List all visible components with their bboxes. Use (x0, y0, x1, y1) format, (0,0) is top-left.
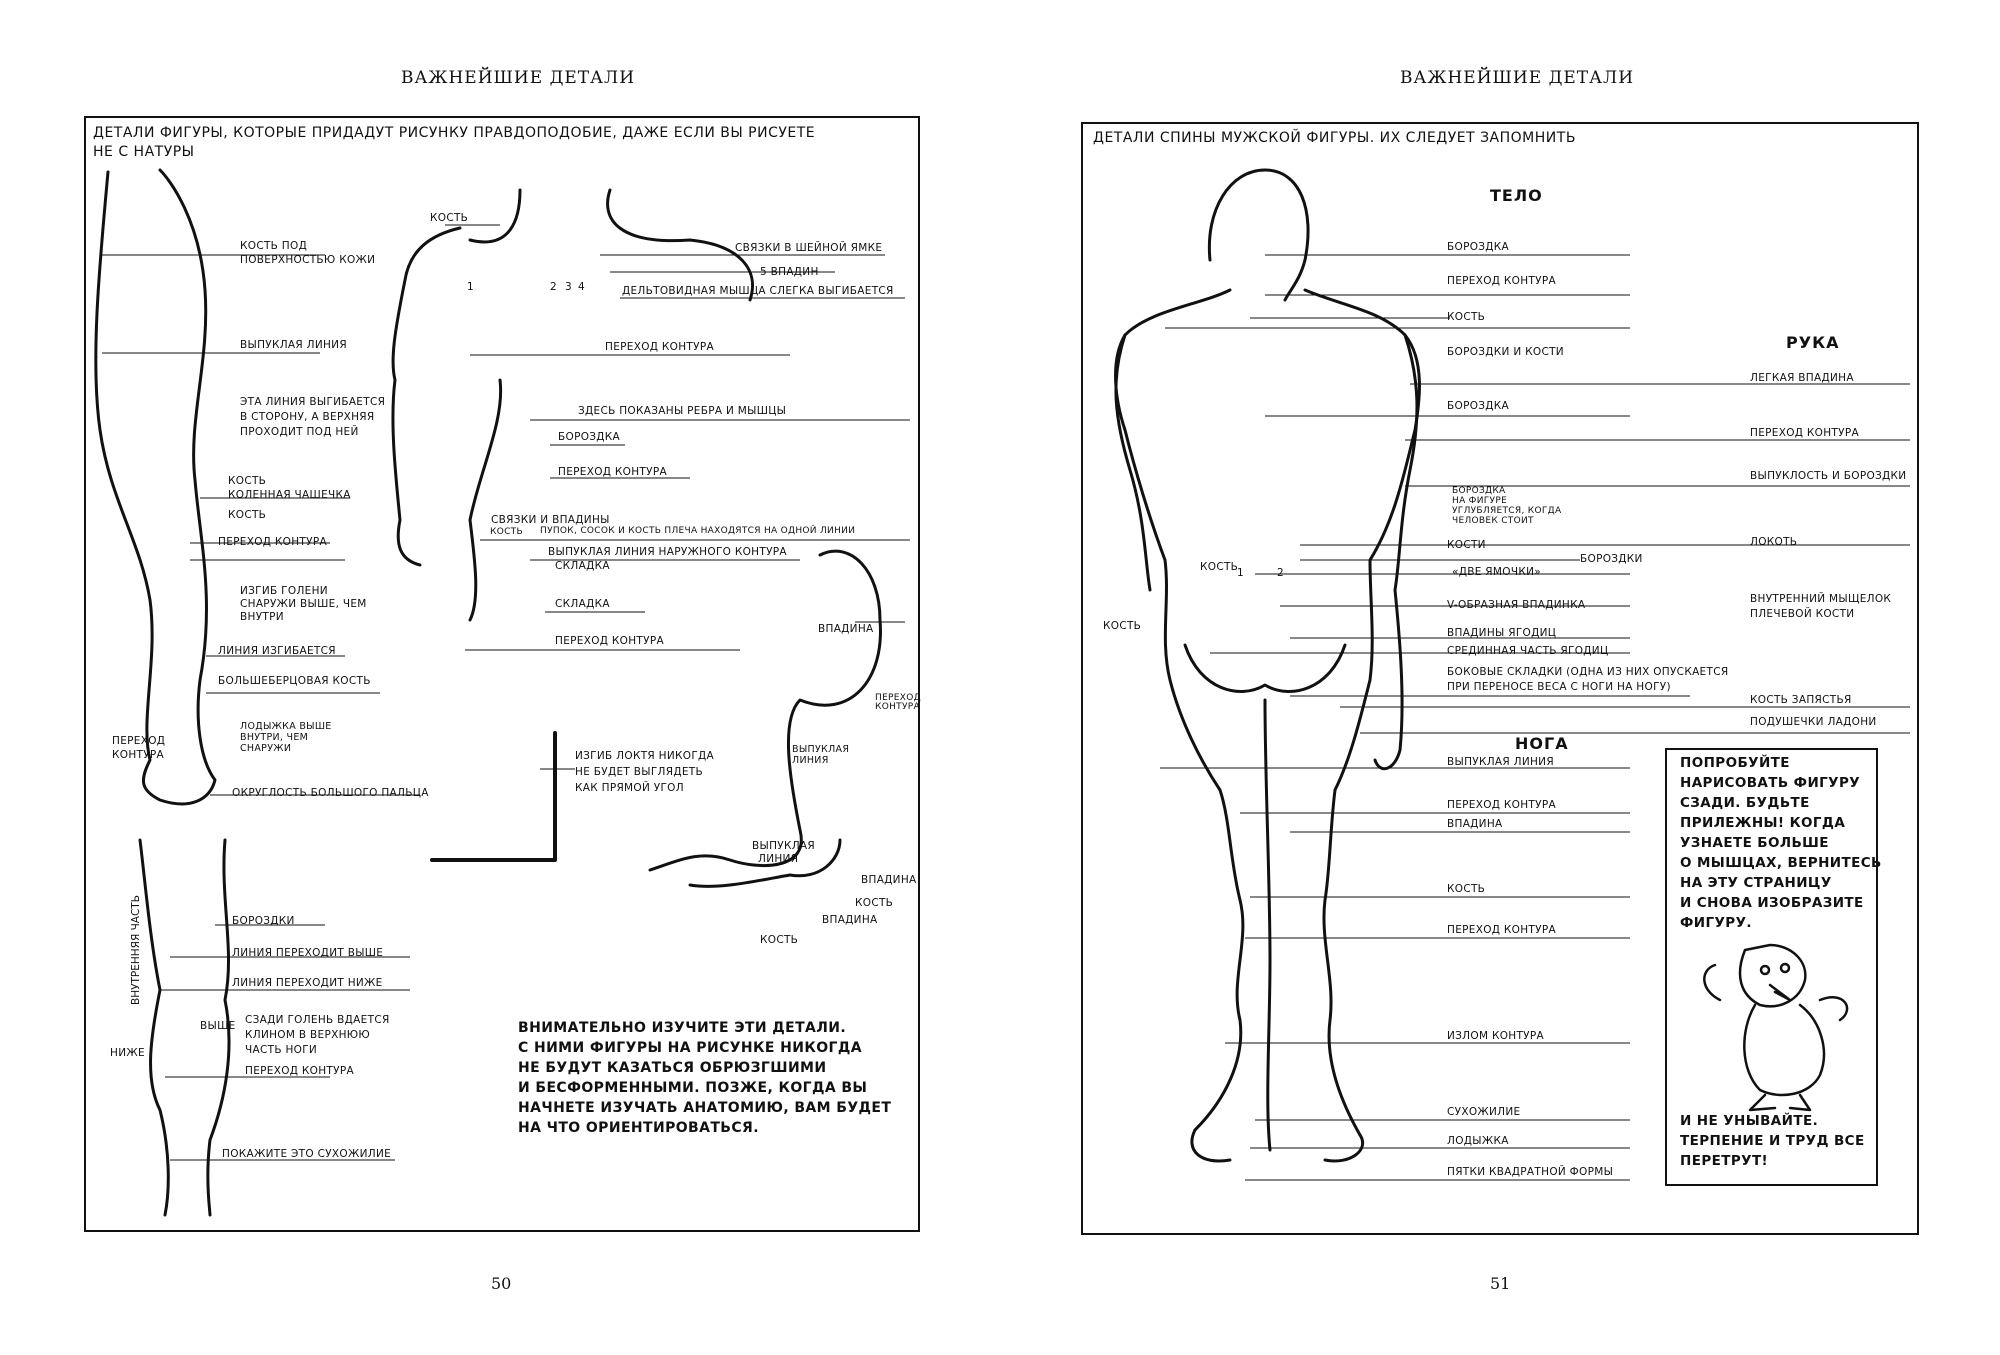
back-label-bone-sacrum: КОСТЬ (1200, 561, 1239, 573)
label-shin-bend-2: СНАРУЖИ ВЫШЕ, ЧЕМ (240, 598, 367, 610)
back-label-groove-4: НА ФИГУРЕ (1452, 496, 1508, 506)
note-line-7: НА ЭТУ СТРАНИЦУ (1680, 875, 1832, 891)
label-elbow-bone-1: КОСТЬ (855, 897, 894, 909)
note-line-8: И СНОВА ИЗОБРАЗИТЕ (1680, 895, 1864, 911)
label-arm-convex-1: ВЫПУКЛАЯ (792, 744, 850, 755)
arm-label-palm-pads: ПОДУШЕЧКИ ЛАДОНИ (1750, 716, 1877, 728)
section-leg-heading: НОГА (1515, 734, 1569, 753)
note-bottom-1: И НЕ УНЫВАЙТЕ. (1680, 1113, 1819, 1129)
back-label-num-1: 1 (1237, 567, 1244, 579)
label-torso-groove: БОРОЗДКА (558, 431, 621, 443)
back-label-buttock-hollows: ВПАДИНЫ ЯГОДИЦ (1447, 627, 1557, 639)
label-num-2: 2 (550, 281, 557, 293)
arm-label-condyle-1: ВНУТРЕННИЙ МЫЩЕЛОК (1750, 593, 1892, 605)
label-line-higher: ЛИНИЯ ПЕРЕХОДИТ ВЫШЕ (232, 947, 384, 959)
note-line-3: СЗАДИ. БУДЬТЕ (1680, 795, 1810, 811)
label-inner-part: ВНУТРЕННЯЯ ЧАСТЬ (130, 895, 142, 1005)
arm-label-contour: ПЕРЕХОД КОНТУРА (1750, 427, 1859, 439)
leg-label-tendon: СУХОЖИЛИЕ (1447, 1106, 1521, 1118)
left-caption-1: ДЕТАЛИ ФИГУРЫ, КОТОРЫЕ ПРИДАДУТ РИСУНКУ ПРАВДОПОДОБИЕ, ДАЖЕ ЕСЛИ ВЫ РИСУЕТЕ (93, 125, 816, 141)
arm-label-condyle-2: ПЛЕЧЕВОЙ КОСТИ (1750, 608, 1855, 620)
label-line-bends: ЛИНИЯ ИЗГИБАЕТСЯ (218, 645, 336, 657)
label-shin-bend-3: ВНУТРИ (240, 611, 284, 623)
label-elbow-convex-1: ВЫПУКЛАЯ (752, 840, 815, 852)
back-label-groove-5: УГЛУБЛЯЕТСЯ, КОГДА (1452, 506, 1562, 516)
back-label-buttock-middle: СРЕДИННАЯ ЧАСТЬ ЯГОДИЦ (1447, 645, 1609, 657)
label-five-hollows: 5 ВПАДИН (760, 266, 819, 278)
label-bone-under-skin-2: ПОВЕРХНОСТЬЮ КОЖИ (240, 254, 376, 266)
label-show-tendon: ПОКАЖИТЕ ЭТО СУХОЖИЛИЕ (222, 1148, 392, 1160)
back-label-side-folds-1: БОКОВЫЕ СКЛАДКИ (ОДНА ИЗ НИХ ОПУСКАЕТСЯ (1447, 666, 1729, 678)
right-page-header: ВАЖНЕЙШИЕ ДЕТАЛИ (1400, 68, 1635, 88)
label-arm-hollow-1: ВПАДИНА (818, 623, 874, 635)
note-line-6: О МЫШЦАХ, ВЕРНИТЕСЬ (1680, 855, 1882, 871)
label-ankle-2: ВНУТРИ, ЧЕМ (240, 732, 309, 743)
label-num-3: 3 (565, 281, 572, 293)
leg-label-ankle: ЛОДЫЖКА (1447, 1135, 1509, 1147)
back-label-num-2: 2 (1277, 567, 1284, 579)
back-label-groove-1: БОРОЗДКА (1447, 241, 1510, 253)
label-torso-bone-2: КОСТЬ (490, 527, 523, 537)
section-arm-heading: РУКА (1786, 333, 1840, 352)
paragraph-line-2: С НИМИ ФИГУРЫ НА РИСУНКЕ НИКОГДА (518, 1040, 862, 1056)
label-tibia: БОЛЬШЕБЕРЦОВАЯ КОСТЬ (218, 675, 371, 687)
label-lower: НИЖЕ (110, 1047, 145, 1059)
label-calf-wedge-3: ЧАСТЬ НОГИ (245, 1044, 318, 1056)
label-calf-wedge-2: КЛИНОМ В ВЕРХНЮЮ (245, 1029, 371, 1041)
back-label-v-hollow: V-ОБРАЗНАЯ ВПАДИНКА (1447, 599, 1586, 611)
label-deltoid: ДЕЛЬТОВИДНАЯ МЫШЦА СЛЕГКА ВЫГИБАЕТСЯ (622, 285, 894, 297)
left-page-header: ВАЖНЕЙШИЕ ДЕТАЛИ (401, 68, 636, 88)
note-line-4: ПРИЛЕЖНЫ! КОГДА (1680, 815, 1846, 831)
label-big-toe: ОКРУГЛОСТЬ БОЛЬШОГО ПАЛЬЦА (232, 787, 429, 799)
label-ankle-3: СНАРУЖИ (240, 743, 292, 754)
label-lower-leg-contour: ПЕРЕХОД КОНТУРА (245, 1065, 354, 1077)
label-bone-under-skin-1: КОСТЬ ПОД (240, 240, 308, 252)
back-label-groove-2: БОРОЗДКА (1447, 400, 1510, 412)
back-label-contour-1: ПЕРЕХОД КОНТУРА (1447, 275, 1556, 287)
leg-label-convex: ВЫПУКЛАЯ ЛИНИЯ (1447, 756, 1554, 768)
label-ankle-1: ЛОДЫЖКА ВЫШЕ (240, 721, 332, 732)
label-ribs-muscles: ЗДЕСЬ ПОКАЗАНЫ РЕБРА И МЫШЦЫ (578, 405, 787, 417)
note-line-9: ФИГУРУ. (1680, 915, 1752, 931)
leg-label-square-heels: ПЯТКИ КВАДРАТНОЙ ФОРМЫ (1447, 1166, 1614, 1178)
label-elbow-note-2: НЕ БУДЕТ ВЫГЛЯДЕТЬ (575, 766, 703, 778)
label-elbow-hollow-2: ВПАДИНА (822, 914, 878, 926)
label-arm-convex-2: ЛИНИЯ (792, 755, 829, 766)
label-navel-nipple: ПУПОК, СОСОК И КОСТЬ ПЛЕЧА НАХОДЯТСЯ НА ОДНОЙ ЛИНИИ (540, 526, 856, 536)
back-label-grooves: БОРОЗДКИ (1580, 553, 1643, 565)
label-grooves: БОРОЗДКИ (232, 915, 295, 927)
back-label-groove-3: БОРОЗДКА (1452, 486, 1506, 496)
label-convex-outer: ВЫПУКЛАЯ ЛИНИЯ НАРУЖНОГО КОНТУРА (548, 546, 787, 558)
label-convex-line: ВЫПУКЛАЯ ЛИНИЯ (240, 339, 347, 351)
label-higher: ВЫШЕ (200, 1020, 236, 1032)
label-elbow-bone-2: КОСТЬ (760, 934, 799, 946)
label-ligaments-hollows: СВЯЗКИ И ВПАДИНЫ (491, 514, 610, 526)
label-elbow-hollow-1: ВПАДИНА (861, 874, 917, 886)
label-arm-transition-2: КОНТУРА (875, 702, 920, 712)
right-caption: ДЕТАЛИ СПИНЫ МУЖСКОЙ ФИГУРЫ. ИХ СЛЕДУЕТ ЗАПОМНИТЬ (1093, 130, 1576, 146)
note-line-2: НАРИСОВАТЬ ФИГУРУ (1680, 775, 1861, 791)
leg-label-contour-2: ПЕРЕХОД КОНТУРА (1447, 924, 1556, 936)
label-neck-ligaments: СВЯЗКИ В ШЕЙНОЙ ЯМКЕ (735, 242, 883, 254)
label-calf-wedge-1: СЗАДИ ГОЛЕНЬ ВДАЕТСЯ (245, 1014, 390, 1026)
label-transition-foot-2: КОНТУРА (112, 749, 165, 761)
label-fold-2: СКЛАДКА (555, 598, 610, 610)
leg-label-contour-break: ИЗЛОМ КОНТУРА (1447, 1030, 1544, 1042)
right-page-number: 51 (1490, 1274, 1511, 1293)
back-label-bone-hip: КОСТЬ (1103, 620, 1142, 632)
back-label-bone-1: КОСТЬ (1447, 311, 1486, 323)
paragraph-line-1: ВНИМАТЕЛЬНО ИЗУЧИТЕ ЭТИ ДЕТАЛИ. (518, 1020, 847, 1036)
leg-label-bone: КОСТЬ (1447, 883, 1486, 895)
paragraph-line-3: НЕ БУДУТ КАЗАТЬСЯ ОБРЮЗГШИМИ (518, 1060, 827, 1076)
back-label-side-folds-2: ПРИ ПЕРЕНОСЕ ВЕСА С НОГИ НА НОГУ) (1447, 681, 1671, 693)
label-num-1: 1 (467, 281, 474, 293)
arm-label-light-hollow: ЛЕГКАЯ ВПАДИНА (1750, 372, 1854, 384)
leg-label-contour-1: ПЕРЕХОД КОНТУРА (1447, 799, 1556, 811)
label-torso-contour-2: ПЕРЕХОД КОНТУРА (558, 466, 667, 478)
paragraph-line-4: И БЕСФОРМЕННЫМИ. ПОЗЖЕ, КОГДА ВЫ (518, 1080, 868, 1096)
label-arm-transition-1: ПЕРЕХОД (875, 693, 921, 703)
label-kneecap: КОЛЕННАЯ ЧАШЕЧКА (228, 489, 351, 501)
paragraph-line-5: НАЧНЕТЕ ИЗУЧАТЬ АНАТОМИЮ, ВАМ БУДЕТ (518, 1100, 892, 1116)
label-num-4: 4 (578, 281, 585, 293)
paragraph-line-6: НА ЧТО ОРИЕНТИРОВАТЬСЯ. (518, 1120, 759, 1136)
note-line-1: ПОПРОБУЙТЕ (1680, 755, 1790, 771)
arm-label-wrist-bone: КОСТЬ ЗАПЯСТЬЯ (1750, 694, 1852, 706)
label-fold-1: СКЛАДКА (555, 560, 610, 572)
back-label-groove-6: ЧЕЛОВЕК СТОИТ (1452, 516, 1534, 526)
back-label-bones: КОСТИ (1447, 539, 1486, 551)
section-body-heading: ТЕЛО (1490, 186, 1543, 205)
label-bone-shin: КОСТЬ (228, 509, 267, 521)
label-elbow-note-1: ИЗГИБ ЛОКТЯ НИКОГДА (575, 750, 715, 762)
label-line-bends-1: ЭТА ЛИНИЯ ВЫГИБАЕТСЯ (240, 396, 386, 408)
note-bottom-2: ТЕРПЕНИЕ И ТРУД ВСЕ (1680, 1133, 1865, 1149)
label-elbow-convex-2: ЛИНИЯ (758, 853, 799, 865)
label-line-bends-2: В СТОРОНУ, А ВЕРХНЯЯ (240, 411, 375, 423)
label-transition-foot-1: ПЕРЕХОД (112, 735, 166, 747)
left-page-number: 50 (491, 1274, 512, 1293)
label-torso-bone: КОСТЬ (430, 212, 469, 224)
label-shin-bend-1: ИЗГИБ ГОЛЕНИ (240, 585, 328, 597)
note-line-5: УЗНАЕТЕ БОЛЬШЕ (1680, 835, 1829, 851)
leg-label-hollow: ВПАДИНА (1447, 818, 1503, 830)
back-label-grooves-bones: БОРОЗДКИ И КОСТИ (1447, 346, 1564, 358)
arm-label-bulge-grooves: ВЫПУКЛОСТЬ И БОРОЗДКИ (1750, 470, 1907, 482)
label-contour-transition-leg: ПЕРЕХОД КОНТУРА (218, 536, 327, 548)
back-label-two-dimples: «ДВЕ ЯМОЧКИ» (1452, 566, 1541, 578)
label-bone-knee: КОСТЬ (228, 475, 267, 487)
arm-label-elbow: ЛОКОТЬ (1750, 536, 1798, 548)
left-caption-2: НЕ С НАТУРЫ (93, 144, 195, 160)
label-torso-contour-3: ПЕРЕХОД КОНТУРА (555, 635, 664, 647)
label-line-bends-3: ПРОХОДИТ ПОД НЕЙ (240, 426, 359, 438)
note-bottom-3: ПЕРЕТРУТ! (1680, 1153, 1769, 1169)
label-elbow-note-3: КАК ПРЯМОЙ УГОЛ (575, 782, 684, 794)
label-line-lower: ЛИНИЯ ПЕРЕХОДИТ НИЖЕ (232, 977, 383, 989)
label-torso-contour-1: ПЕРЕХОД КОНТУРА (605, 341, 714, 353)
